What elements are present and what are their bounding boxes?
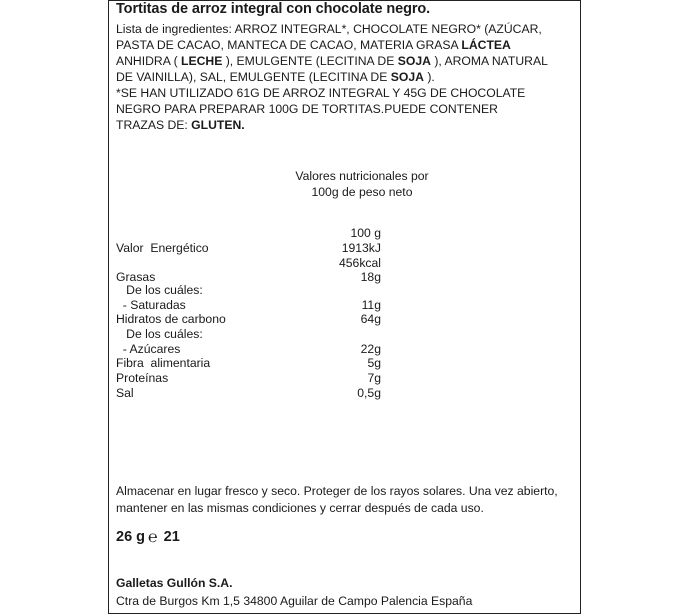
nutrition-row: [116, 327, 381, 342]
nutrition-row: [116, 342, 381, 357]
ingredients-note: NEGRO PARA PREPARAR 100G DE TORTITAS.PUEDE CONTENER: [116, 102, 498, 116]
ingredients-line: ), EMULGENTE (LECITINA DE: [222, 54, 398, 68]
nutrition-label: - Azúcares: [116, 342, 181, 356]
nutrition-label: De los cuáles:: [116, 327, 203, 341]
ingredients-line: ), AROMA NATURAL: [430, 54, 548, 68]
nutrition-value: 456kcal: [338, 256, 381, 270]
allergen-lactea: LÁCTEA: [461, 38, 511, 52]
ingredients-list: [116, 21, 576, 133]
allergen-leche: LECHE: [181, 54, 223, 68]
manufacturer-address: Ctra de Burgos Km 1,5 34800 Aguilar de Campo Palencia España: [116, 594, 473, 608]
nutrition-label: De los cuáles:: [116, 283, 203, 297]
nutrition-value: 7g: [367, 371, 381, 385]
nutrition-row: [116, 241, 381, 256]
ingredients-line: Lista de ingredientes: ARROZ INTEGRAL*, CHOCOLATE NEGRO* (AZÚCAR,: [116, 22, 542, 36]
nutrition-column-header: 100 g: [350, 226, 381, 240]
lot-code: 21: [163, 529, 180, 545]
nutrition-row: [116, 356, 381, 371]
nutrition-row: [116, 256, 381, 271]
allergen-gluten: GLUTEN.: [191, 118, 245, 132]
nutrition-label: Fibra alimentaria: [116, 356, 211, 370]
nutrition-label: Valor Energético: [116, 241, 209, 255]
storage-line: mantener en las mismas condiciones y cerrar después de cada uso.: [116, 501, 484, 515]
nutrition-heading-line: Valores nutricionales por: [295, 169, 429, 183]
nutrition-row: [116, 312, 381, 327]
net-weight-value: 26 g: [116, 529, 146, 545]
nutrition-row: [116, 283, 381, 298]
nutrition-label: Sal: [116, 386, 134, 400]
nutrition-heading: [262, 168, 462, 200]
manufacturer-name: Galletas Gullón S.A.: [116, 576, 233, 590]
ingredients-line: DE VAINILLA), SAL, EMULGENTE (LECITINA DE: [116, 70, 391, 84]
nutrition-row: [116, 298, 381, 313]
estimated-sign-icon: ℮: [148, 529, 158, 546]
product-title: Tortitas de arroz integral con chocolate negro.: [116, 1, 431, 17]
nutrition-value: 18g: [360, 270, 381, 284]
nutrition-value: 64g: [360, 312, 381, 326]
nutrition-label: - Saturadas: [116, 298, 186, 312]
nutrition-value: 0,5g: [357, 386, 381, 400]
ingredients-line: ANHIDRA (: [116, 54, 182, 68]
allergen-soja: SOJA: [397, 54, 431, 68]
net-weight: [116, 528, 180, 546]
nutrition-value: 11g: [361, 298, 381, 312]
nutrition-row: [116, 371, 381, 386]
storage-line: Almacenar en lugar fresco y seco. Proteger de los rayos solares. Una vez abierto,: [116, 484, 558, 498]
ingredients-line: ).: [423, 70, 435, 84]
nutrition-heading-line: 100g de peso neto: [311, 185, 413, 199]
nutrition-row: [116, 386, 381, 401]
nutrition-label: Hidratos de carbono: [116, 312, 226, 326]
ingredients-line: PASTA DE CACAO, MANTECA DE CACAO, MATERIA GRASA: [116, 38, 462, 52]
allergen-soja: SOJA: [390, 70, 424, 84]
nutrition-value: 1913kJ: [341, 241, 381, 255]
nutrition-label: Proteínas: [116, 371, 169, 385]
storage-instructions: [116, 483, 578, 517]
nutrition-value: 5g: [367, 356, 381, 370]
ingredients-note: *SE HAN UTILIZADO 61G DE ARROZ INTEGRAL Y 45G DE CHOCOLATE: [116, 86, 526, 100]
nutrition-value: 22g: [360, 342, 381, 356]
nutrition-label: Grasas: [116, 270, 156, 284]
traces-label: TRAZAS DE:: [116, 118, 192, 132]
